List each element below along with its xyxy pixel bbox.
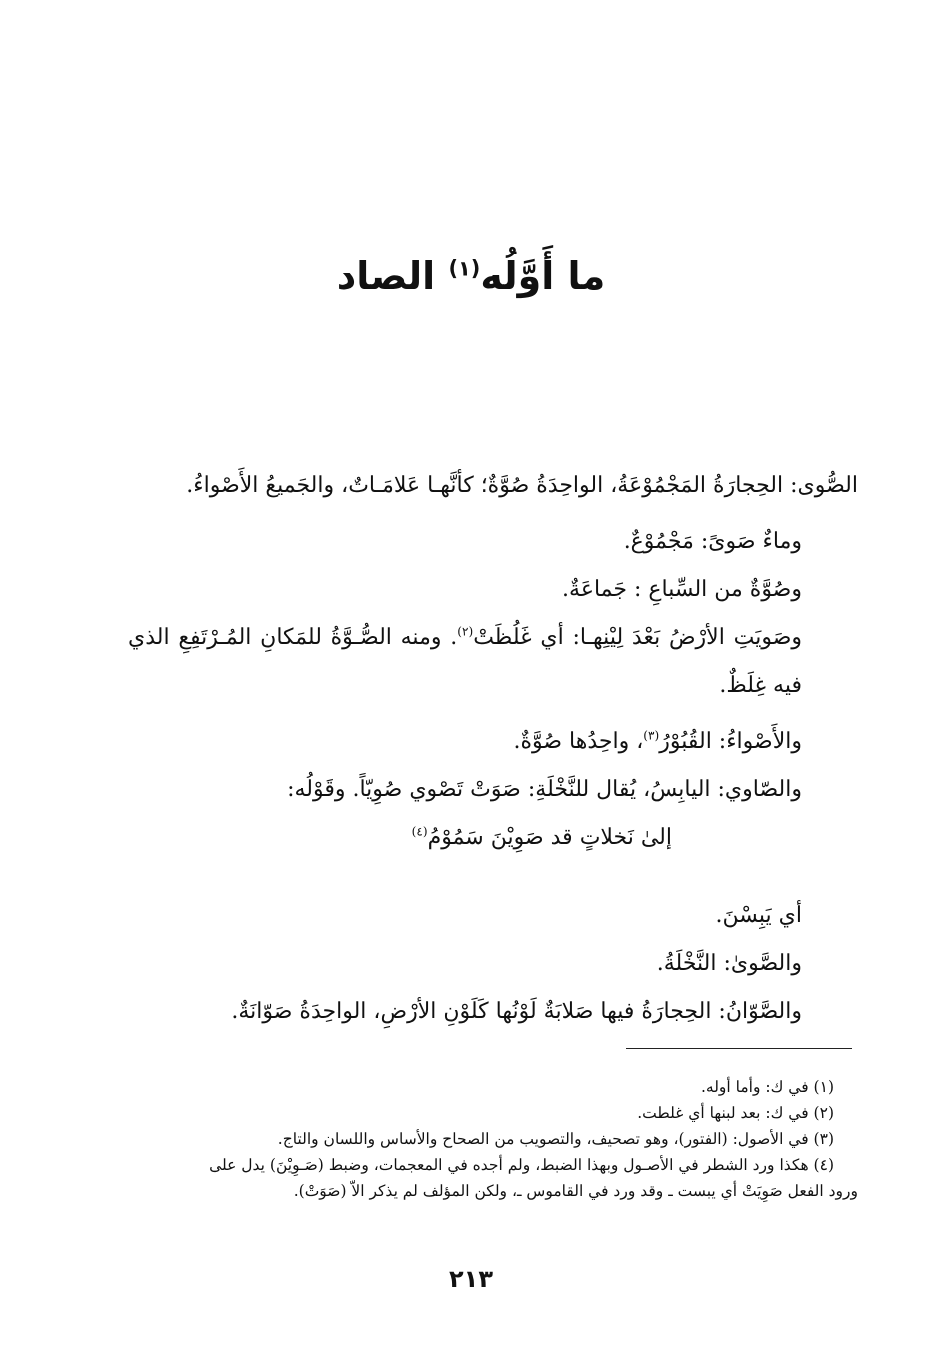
- footnote-ref-2[interactable]: (٢): [457, 624, 474, 639]
- footnote-1: (١) في ك: وأما أوله.: [700, 1078, 834, 1096]
- entry-paragraph-1: الصُّوى: الحِجارَةُ المَجْمُوْعَةُ، الواحِدَةُ صُوَّةٌ؛ كأنَّهـا عَلامَـاتٌ، والجَميعُ الأَصْواءُ.: [186, 473, 858, 498]
- poetry-verse-text: إلىٰ نَخلاتٍ قد صَوِيْنَ سَمُوْمُ: [427, 825, 672, 850]
- footnote-4-line-1: (٤) هكذا ورد الشطر في الأصـول وبهذا الضبط، ولم أجده في المعجمات، وضبط (صَـوِيْنَ) يدل على: [209, 1156, 834, 1174]
- entry-paragraph-6: والصّاوي: اليابِسُ، يُقال للنَّخْلَةِ: صَوَتْ تَصْوي صُوِيّاً. وقَوْلُه:: [287, 777, 802, 802]
- chapter-title-main: ما أَوَّلُه: [480, 254, 606, 298]
- entry-paragraph-5-text-b: ، واحِدُها صُوَّةٌ.: [513, 729, 644, 754]
- footnote-ref-3[interactable]: (٣): [643, 728, 660, 743]
- entry-paragraph-8: والصَّوىٰ: النَّخْلَةُ.: [656, 951, 802, 976]
- footnote-divider: [626, 1048, 852, 1049]
- entry-paragraph-5: [128, 718, 858, 766]
- footnote-ref-4[interactable]: (٤): [411, 824, 428, 839]
- chapter-title: [0, 248, 942, 304]
- entry-paragraph-4: [128, 614, 858, 710]
- entry-paragraph-2: وماءٌ صَوىً: مَجْمُوْعٌ.: [623, 529, 802, 554]
- entry-paragraph-3: وصُوَّةٌ من السِّباعِ : جَماعَةٌ.: [562, 577, 802, 602]
- entry-body: [128, 462, 858, 1036]
- footnote-3: (٣) في الأصول: (الفتور)، وهو تصحيف، والتصويب من الصحاح والأساس واللسان والتاج.: [277, 1130, 834, 1148]
- poetry-verse: [128, 814, 858, 862]
- chapter-title-footnote-ref[interactable]: (١): [448, 256, 481, 281]
- page-number: ٢١٣: [449, 1265, 493, 1293]
- entry-paragraph-7: أي يَبِسْنَ.: [715, 903, 802, 928]
- footnote-4-line-2: ورود الفعل صَوِيَتْ أي يبست ـ وقد ورد في القاموس ـ، ولكن المؤلف لم يذكر الاّ (صَوَتْ).: [293, 1182, 858, 1200]
- entry-paragraph-9: والصَّوّانُ: الحِجارَةُ فيها صَلابَةٌ لَوْنُها كَلَوْنِ الأرْضِ، الواحِدَةُ صَوّانَةٌ.: [231, 999, 802, 1024]
- entry-paragraph-5-text-a: والأَصْواءُ: القُبُوْرُ: [659, 729, 802, 754]
- footnotes: [128, 1074, 858, 1204]
- chapter-title-rest: الصاد: [336, 254, 449, 298]
- entry-paragraph-4-text-a: وصَويَتِ الأرْضُ بَعْدَ لِيْنِهـا: أي غَلُظَتْ: [473, 625, 802, 650]
- entry-paragraph-4-text-b: . ومنه الصُّـوَّةُ للمَكانِ المُـرْتَفِعِ الذي فيه غِلَظٌ.: [128, 625, 802, 698]
- footnote-2: (٢) في ك: بعد لبنها أي غلطت.: [637, 1104, 834, 1122]
